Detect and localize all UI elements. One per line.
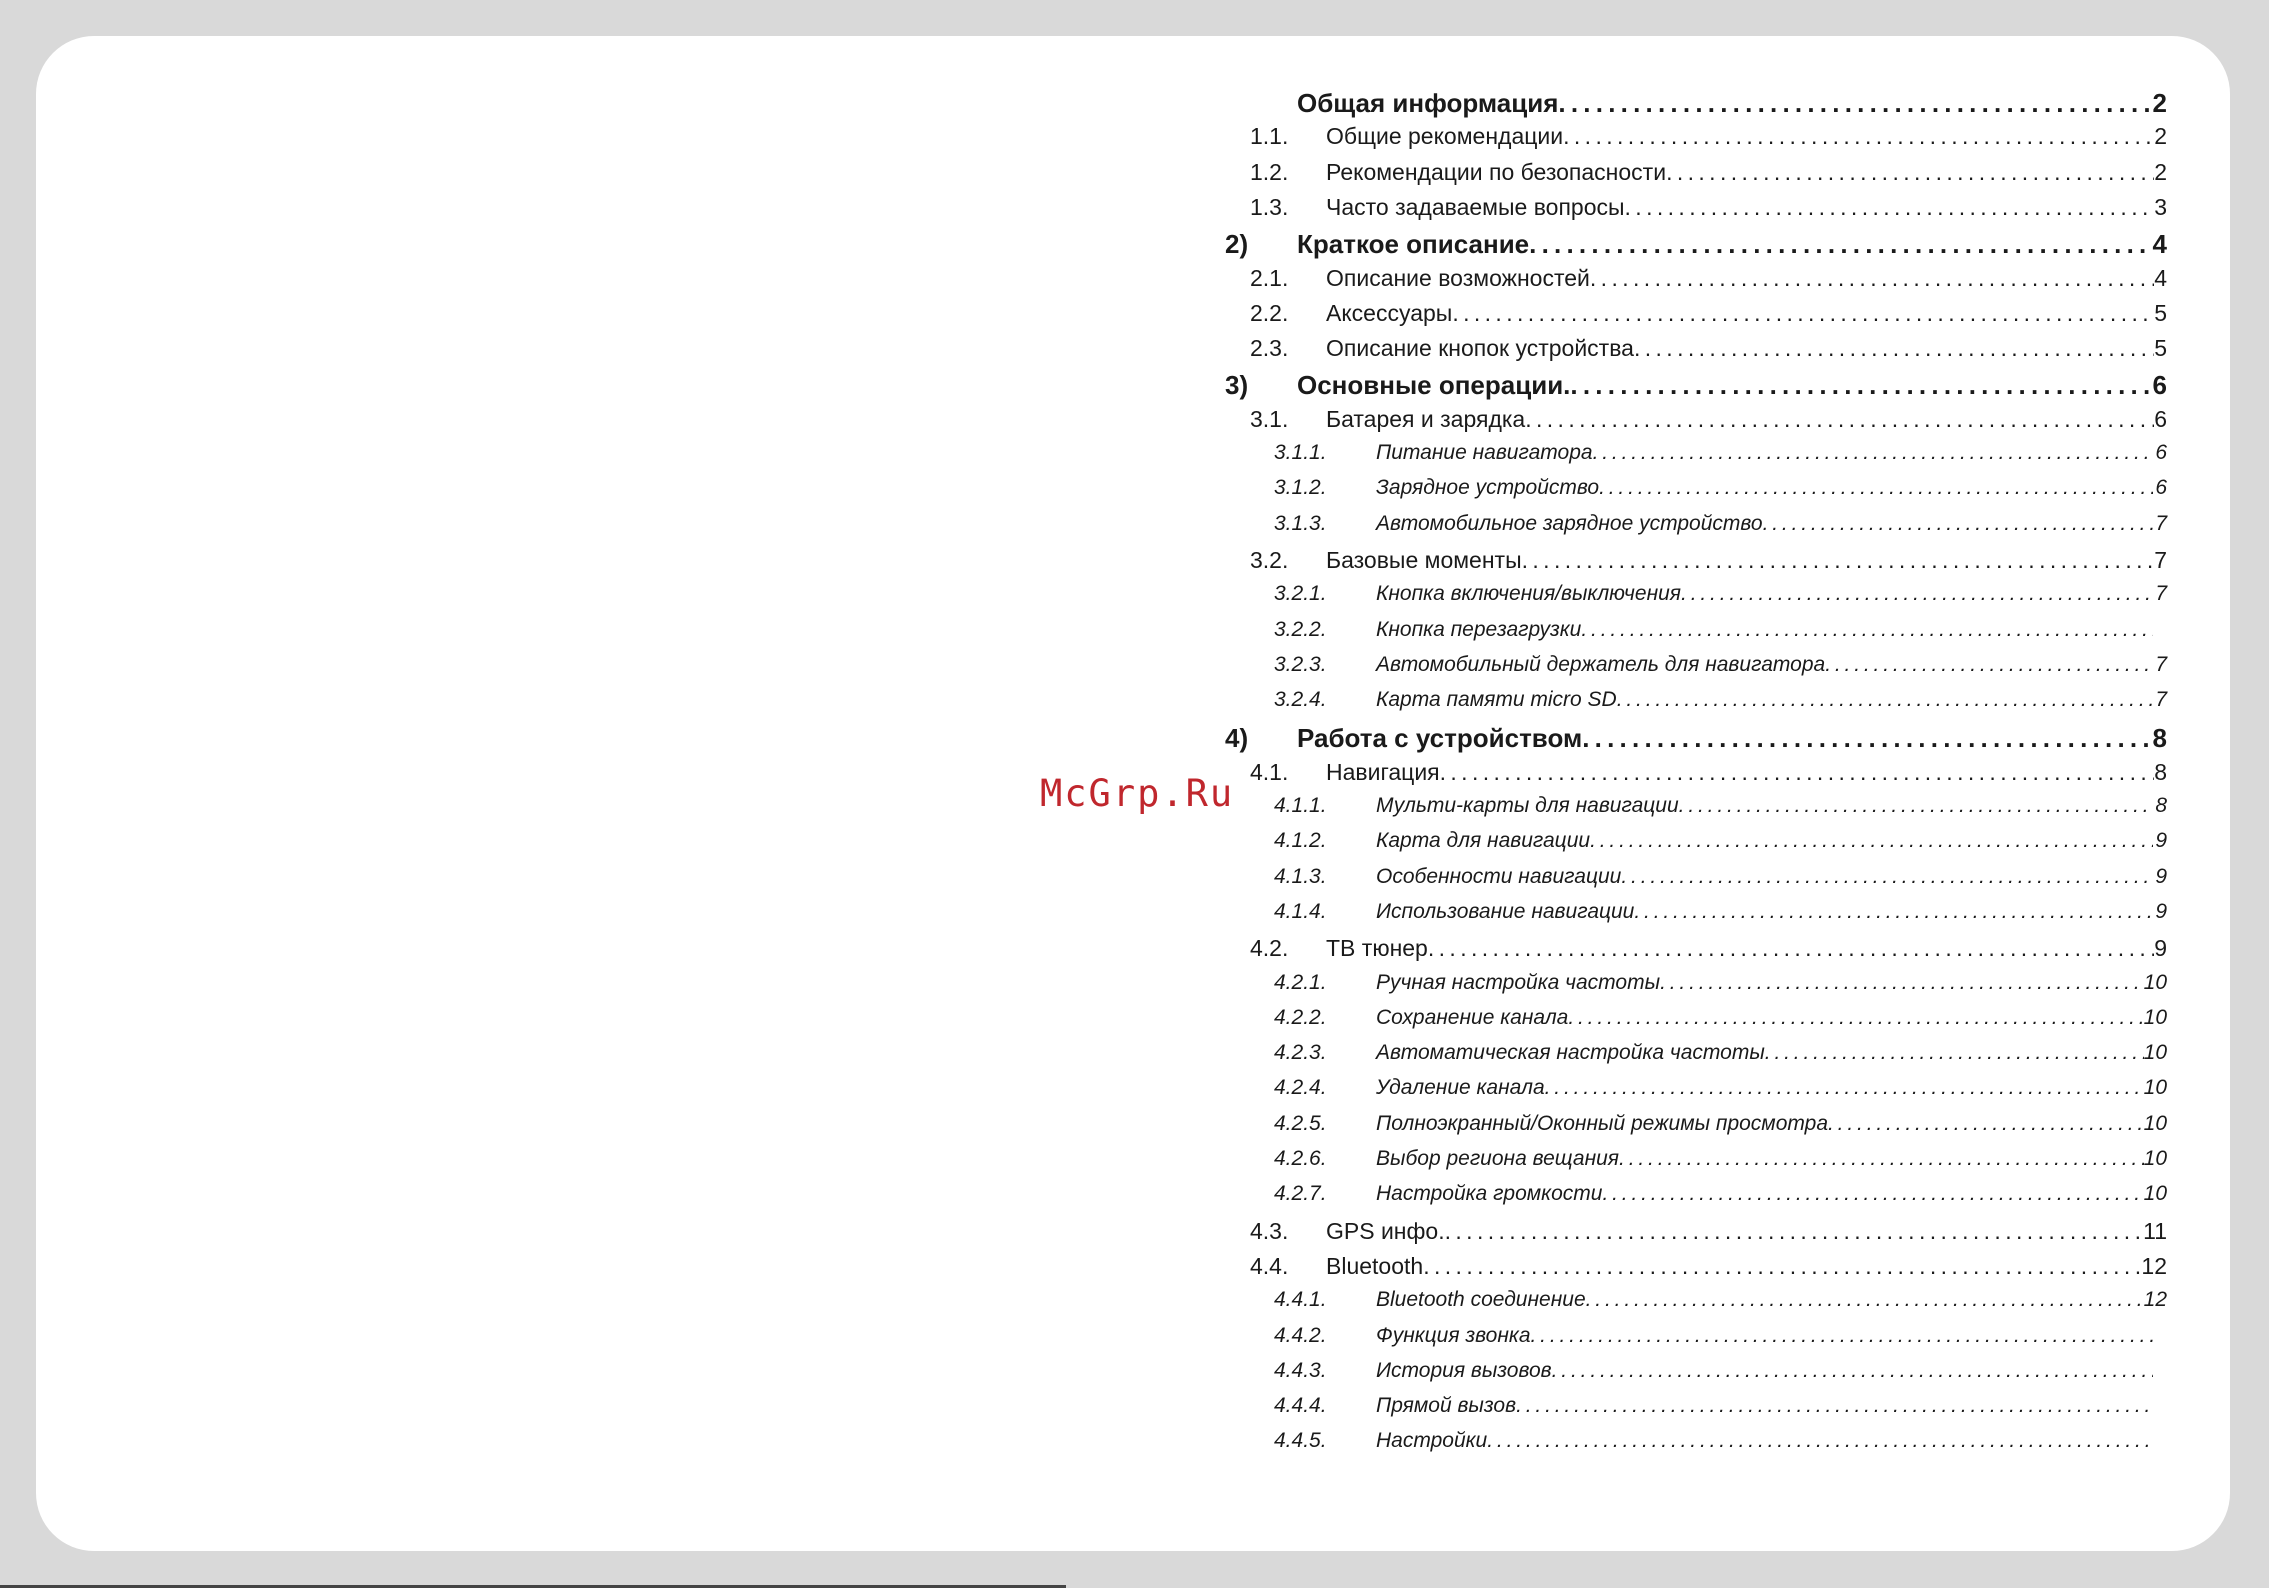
toc-dot-leader [1531,1324,2154,1348]
toc-entry-number: 1.3. [1250,193,1289,220]
toc-entry[interactable] [1225,723,2167,754]
toc-dot-leader [1445,1218,2143,1245]
toc-entry-title: Прямой вызов [1376,1394,1517,1418]
toc-entry-number: 3.1.3. [1274,511,1327,535]
toc-dot-leader [1522,547,2155,574]
toc-entry-title: Общие рекомендации [1326,123,1564,150]
toc-entry-number: 4.1.2. [1274,829,1327,853]
toc-entry[interactable] [1250,935,2167,962]
toc-entry[interactable] [1250,193,2167,221]
toc-entry-page: 11 [2143,1217,2167,1244]
toc-entry-title: Сохранение канала [1376,1005,1569,1029]
toc-entry[interactable] [1250,546,2167,574]
toc-dot-leader [1681,582,2153,606]
toc-entry-title: Удаление канала [1376,1076,1545,1100]
toc-entry-number: 4.2.6. [1274,1147,1327,1170]
toc-entry-title: Навигация [1326,758,1440,785]
toc-entry[interactable] [1274,1429,2167,1453]
toc-entry-page: 7 [2155,511,2167,535]
toc-entry-page: 9 [2155,899,2167,923]
toc-entry[interactable] [1274,1182,2167,1206]
toc-dot-leader [1679,794,2153,818]
toc-entry-page: 7 [2155,652,2167,676]
toc-entry-number: 4.4.5. [1274,1429,1327,1453]
toc-entry-title: Мульти-карты для навигации [1376,794,1679,817]
toc-entry-title: Bluetooth соединение [1376,1288,1586,1312]
toc-entry[interactable] [1274,899,2167,924]
toc-dot-leader [1552,1359,2153,1383]
toc-entry[interactable] [1274,1394,2167,1418]
toc-entry[interactable] [1274,582,2167,606]
toc-entry-number: 4.3. [1250,1217,1289,1244]
toc-entry-number: 4.2.4. [1274,1076,1327,1100]
toc-entry[interactable] [1250,299,2167,327]
toc-entry[interactable] [1250,1252,2167,1280]
toc-entry-number: 3) [1225,370,1249,401]
toc-dot-leader [1590,265,2154,292]
toc-entry-number: 1.1. [1250,123,1289,150]
toc-entry[interactable] [1250,405,2167,433]
toc-entry-page: 9 [2155,829,2167,853]
toc-entry-page: 10 [2143,1182,2167,1206]
toc-entry[interactable] [1274,1358,2167,1383]
toc-dot-leader [1621,865,2153,889]
toc-entry-number: 3.2.4. [1274,688,1327,712]
toc-entry-page: 12 [2143,1288,2167,1312]
toc-entry[interactable] [1274,476,2167,500]
toc-dot-leader [1452,300,2154,327]
toc-entry-page: 12 [2141,1252,2167,1279]
toc-entry-page: 4 [2154,264,2167,291]
toc-dot-leader [1570,370,2152,401]
toc-entry-title: Описание кнопок устройства [1326,335,1634,362]
toc-dot-leader [1529,229,2152,260]
toc-dot-leader [1825,653,2153,677]
toc-entry-title: Краткое описание [1297,229,1530,260]
toc-entry-number: 2) [1225,229,1249,260]
toc-dot-leader [1763,512,2153,536]
toc-entry-title: Настройки [1376,1429,1488,1453]
toc-entry[interactable] [1274,970,2167,995]
toc-entry-page: 10 [2143,1147,2167,1170]
toc-entry-page: 10 [2143,1111,2167,1135]
toc-entry-page: 10 [2143,1041,2167,1065]
toc-entry-page: 3 [2154,193,2167,220]
toc-entry-title: Выбор региона вещания [1376,1147,1620,1170]
toc-entry-page: 9 [2154,935,2167,962]
toc-entry-title: Батарея и зарядка [1326,405,1526,432]
toc-dot-leader [1568,1006,2143,1030]
toc-entry-page: 6 [2155,441,2167,464]
toc-dot-leader [1558,88,2152,119]
toc-entry-title: Автомобильный держатель для навигатора [1376,652,1826,676]
toc-entry[interactable] [1274,1111,2167,1136]
toc-entry-title: Описание возможностей [1326,264,1590,291]
toc-entry-title: Настройка громкости [1376,1182,1603,1206]
toc-entry-title: GPS инфо. [1326,1217,1445,1244]
toc-entry-title: Питание навигатора [1376,441,1593,464]
toc-entry-number: 4.4.3. [1274,1358,1327,1382]
toc-dot-leader [1428,935,2154,962]
toc-entry[interactable] [1274,829,2167,853]
toc-dot-leader [1625,194,2155,221]
toc-dot-leader [1666,159,2154,186]
toc-entry-title: Ручная настройка частоты [1376,970,1661,994]
toc-entry-number: 3.2. [1250,546,1289,573]
toc-entry-page: 5 [2154,299,2167,326]
toc-entry[interactable] [1274,441,2167,465]
toc-entry-page: 2 [2152,88,2167,118]
toc-entry-number: 3.1.2. [1274,476,1327,500]
toc-entry-page: 2 [2154,123,2167,150]
watermark: McGrp.Ru [1040,772,1235,815]
toc-entry[interactable] [1297,88,2167,119]
toc-entry-page: 6 [2155,476,2167,500]
toc-entry-number: 4.1.3. [1274,864,1327,888]
toc-entry[interactable] [1225,370,2167,401]
toc-entry-number: 4.1. [1250,758,1289,785]
toc-entry-title: Кнопка перезагрузки [1376,617,1582,641]
toc-entry[interactable] [1274,617,2167,642]
toc-entry-page: 9 [2155,864,2167,888]
toc-entry-title: Основные операции. [1297,370,1571,401]
toc-dot-leader [1545,1076,2144,1100]
toc-entry[interactable] [1250,264,2167,292]
toc-entry-number: 4) [1225,723,1249,754]
toc-entry-page: 10 [2143,970,2167,994]
toc-entry-number: 4.2.3. [1274,1041,1327,1065]
toc-entry[interactable] [1274,652,2167,677]
toc-entry-number: 4.1.4. [1274,899,1327,923]
toc-entry-number: 3.2.2. [1274,617,1327,641]
toc-dot-leader [1516,1394,2153,1418]
toc-entry-number: 3.2.3. [1274,652,1327,676]
toc-entry[interactable] [1250,335,2167,362]
toc-entry-page: 6 [2154,405,2167,432]
toc-entry-page: 7 [2155,688,2167,712]
toc-dot-leader [1525,406,2154,433]
toc-entry-page: 8 [2154,758,2167,785]
toc-entry-title: Работа с устройством [1297,723,1583,754]
toc-entry-number: 3.1. [1250,405,1289,432]
toc-dot-leader [1828,1112,2144,1136]
toc-entry-number: 4.4.2. [1274,1323,1327,1347]
toc-dot-leader [1590,829,2153,853]
toc-entry-page: 7 [2155,582,2167,606]
toc-entry-number: 4.4. [1250,1252,1289,1279]
toc-entry-number: 4.4.1. [1274,1288,1327,1312]
toc-dot-leader [1581,618,2153,642]
toc-entry-title: Базовые моменты [1326,546,1522,573]
toc-entry-title: Карта для навигации [1376,829,1591,853]
toc-entry-number: 4.2.2. [1274,1005,1327,1029]
toc-dot-leader [1440,759,2155,786]
toc-entry-title: ТВ тюнер [1326,935,1428,962]
toc-dot-leader [1586,1288,2144,1312]
toc-entry-title: Рекомендации по безопасности [1326,158,1667,185]
toc-entry-title: Карта памяти micro SD [1376,688,1617,712]
toc-entry-title: Автоматическая настройка частоты [1376,1041,1765,1065]
toc-entry[interactable] [1274,688,2167,712]
toc-entry-number: 2.3. [1250,335,1289,362]
toc-entry-number: 4.2. [1250,935,1289,962]
toc-entry[interactable] [1225,229,2167,260]
toc-dot-leader [1660,971,2144,995]
toc-entry-page: 5 [2154,335,2167,362]
toc-dot-leader [1617,688,2153,712]
toc-entry[interactable] [1250,1217,2167,1245]
toc-entry-title: Полноэкранный/Оконный режимы просмотра [1376,1111,1829,1135]
toc-entry-number: 4.1.1. [1274,794,1327,817]
toc-entry-number: 4.2.5. [1274,1111,1327,1135]
toc-entry[interactable] [1274,511,2167,536]
toc-entry-title: История вызовов [1376,1358,1552,1382]
toc-entry[interactable] [1274,1005,2167,1030]
toc-dot-leader [1582,723,2152,754]
toc-entry-title: Кнопка включения/выключения [1376,582,1682,606]
toc-entry[interactable] [1274,1076,2167,1100]
toc-entry-page: 8 [2155,794,2167,817]
toc-entry-number: 2.1. [1250,264,1289,291]
toc-entry-title: Общая информация [1297,88,1559,118]
toc-entry-page: 7 [2154,546,2167,573]
toc-entry[interactable] [1274,794,2167,818]
toc-entry[interactable] [1274,1041,2167,1065]
toc-dot-leader [1487,1429,2153,1453]
toc-dot-leader [1599,476,2153,500]
toc-dot-leader [1619,1147,2144,1171]
toc-entry-page: 10 [2143,1005,2167,1029]
toc-dot-leader [1602,1182,2143,1206]
toc-entry-title: Зарядное устройство [1376,476,1600,500]
toc-dot-leader [1634,900,2153,924]
toc-dot-leader [1423,1253,2141,1280]
toc-entry-page: 8 [2152,723,2167,754]
toc-dot-leader [1765,1041,2144,1065]
toc-entry-number: 3.1.1. [1274,441,1327,464]
toc-entry-number: 3.2.1. [1274,582,1327,606]
toc-entry-title: Часто задаваемые вопросы [1326,193,1625,220]
toc-entry-title: Автомобильное зарядное устройство [1376,511,1763,535]
toc-entry-number: 1.2. [1250,158,1289,185]
toc-entry[interactable] [1274,1288,2167,1312]
toc-entry-number: 4.2.1. [1274,970,1327,994]
toc-entry[interactable] [1250,758,2167,786]
toc-entry-page: 2 [2154,158,2167,185]
toc-entry[interactable] [1274,864,2167,889]
toc-entry-title: Использование навигации [1376,899,1635,923]
toc-entry-page: 10 [2143,1076,2167,1100]
toc-entry-title: Функция звонка [1376,1323,1531,1347]
toc-entry-title: Особенности навигации [1376,864,1622,888]
toc-entry-page: 4 [2152,229,2167,260]
toc-entry-page: 6 [2152,370,2167,401]
toc-dot-leader [1593,441,2153,465]
toc-entry-number: 4.2.7. [1274,1182,1327,1206]
toc-entry[interactable] [1274,1147,2167,1171]
toc-entry-title: Аксессуары [1326,299,1453,326]
toc-dot-leader [1634,335,2154,362]
toc-entry-title: Bluetooth [1326,1252,1424,1279]
toc-entry-number: 4.4.4. [1274,1394,1327,1418]
toc-dot-leader [1563,123,2154,150]
toc-entry-number: 2.2. [1250,299,1289,326]
toc-entry[interactable] [1250,158,2167,186]
toc-entry[interactable] [1250,123,2167,150]
toc-entry[interactable] [1274,1323,2167,1348]
